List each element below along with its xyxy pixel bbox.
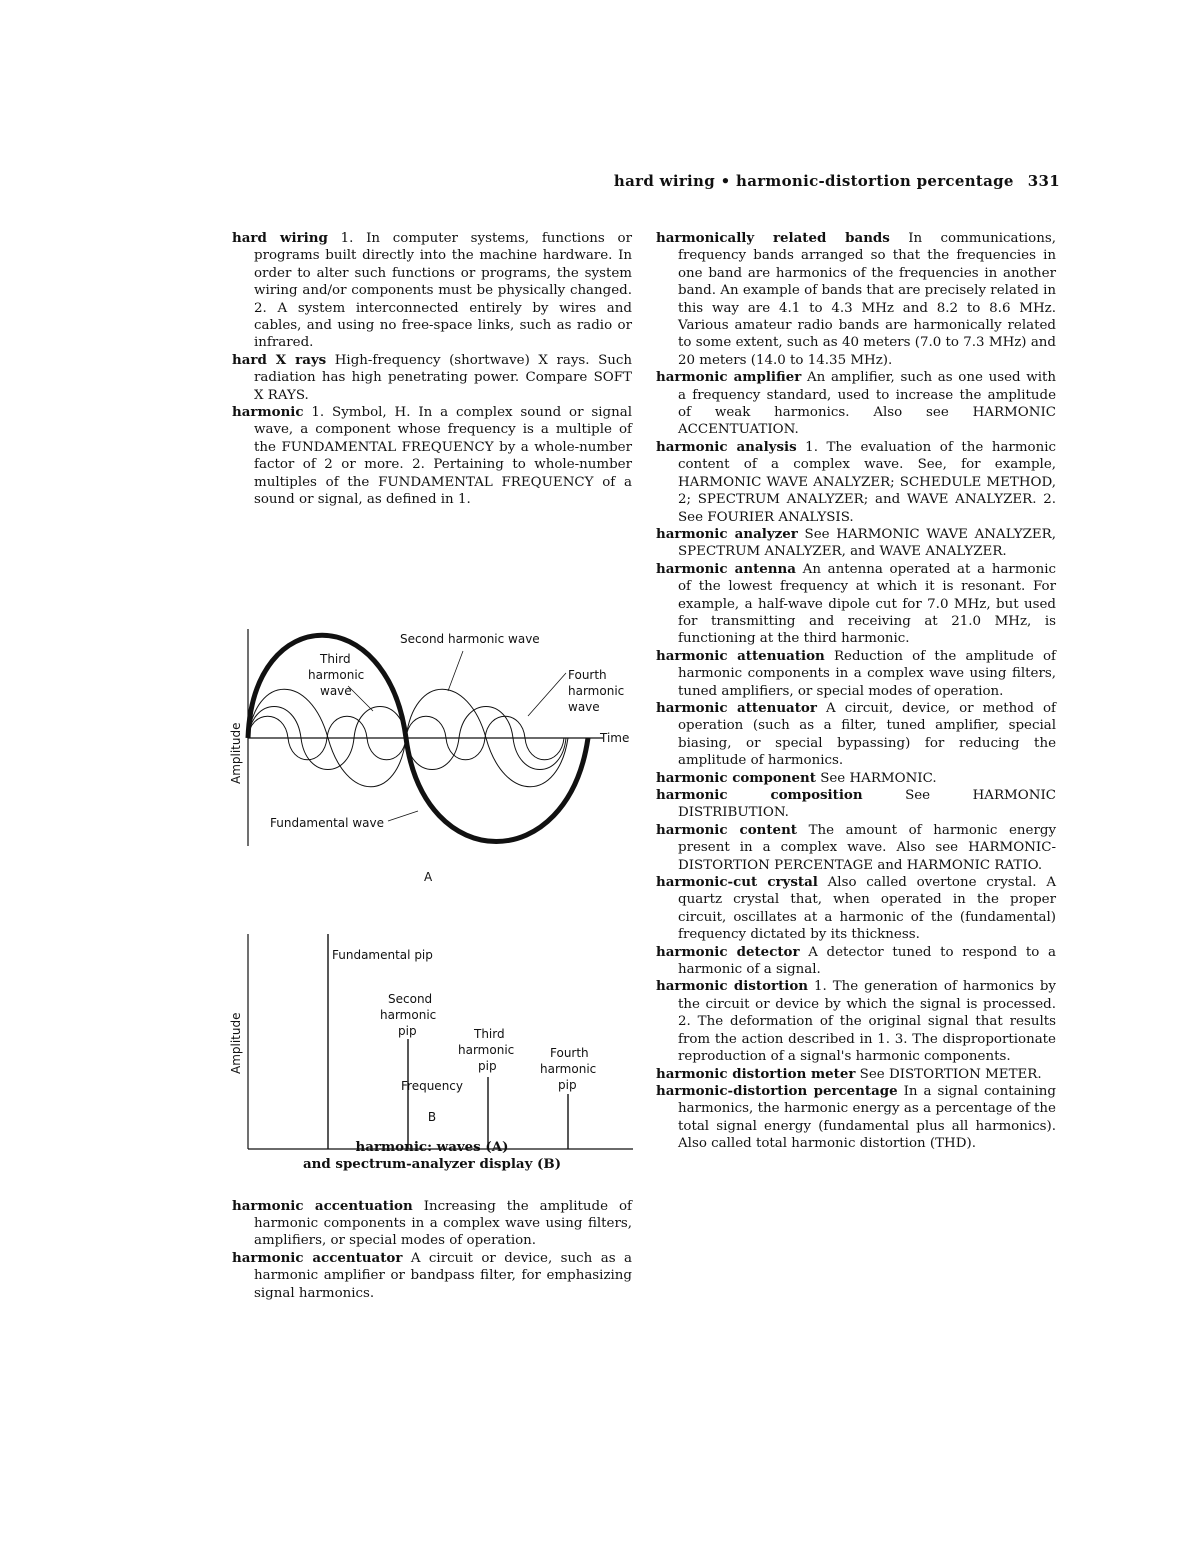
dictionary-entry: [656, 561, 1056, 648]
dictionary-entry: [232, 1250, 632, 1302]
entry-definition: An antenna operated at a harmonic of the lowest frequency at which it is resonant. For example, a half-wave dipole cut for 7.0 MHz, but used for transmitting and receiving at 21.0 MHz, is functioning at the third harmonic.: [678, 561, 1056, 647]
label-fourth-pip-2: harmonic: [540, 1061, 597, 1076]
entry-term: harmonic attenuation: [656, 647, 825, 664]
dictionary-entry: [656, 874, 1056, 944]
entry-term: harmonic composition: [656, 787, 863, 803]
label-second-pip-3: pip: [398, 1023, 417, 1038]
label-third-pip-3: pip: [478, 1058, 497, 1073]
dictionary-entry: [656, 822, 1056, 874]
entry-definition: 1. The generation of harmonics by the circuit or device by which the signal is processed. 2. The deformation of the original signal that results from the action described in 1. 3. The disproportionate reproduction of a signal's harmonic components.: [678, 979, 1056, 1065]
dictionary-entry: [232, 1198, 632, 1250]
caption-line-2: and spectrum-analyzer display (B): [302, 1156, 562, 1173]
label-third-harmonic-3: wave: [320, 683, 352, 698]
left-column: [229, 230, 632, 1092]
entry-definition: A circuit or device, such as a harmonic amplifier or bandpass filter, for emphasizing signal harmonics.: [254, 1250, 632, 1301]
right-column: [656, 230, 1056, 1153]
label-fourth-pip-1: Fourth: [550, 1045, 589, 1060]
left-entries-bottom: [232, 1198, 632, 1302]
entry-term: harmonic accentuator: [232, 1249, 403, 1266]
entry-definition: Also called overtone crystal. A quartz crystal that, when operated in the proper circuit, oscillates at a harmonic of the (fundamental) frequency dictated by its thickness.: [678, 875, 1056, 943]
entry-definition: In a signal containing harmonics, the harmonic energy as a percentage of the total signal energy (fundamental plus all harmonics). Also called total harmonic distortion (THD).: [678, 1083, 1056, 1152]
dictionary-entry: [656, 369, 1056, 439]
entry-term: harmonic amplifier: [656, 369, 802, 386]
label-fourth-harmonic-3: wave: [568, 699, 600, 714]
left-entries-top: [232, 230, 632, 509]
figure-b-bottom: [232, 1078, 632, 1302]
entry-term: hard wiring: [232, 230, 328, 246]
figure-caption: [232, 1139, 632, 1174]
entry-definition: Reduction of the amplitude of harmonic components in a complex wave using filters, tuned amplifiers, or special modes of operation.: [678, 648, 1056, 699]
entry-term: harmonic component: [656, 769, 816, 786]
dictionary-entry: [656, 1083, 1056, 1153]
label-second-pip-2: harmonic: [380, 1007, 437, 1022]
label-fundamental-wave: Fundamental wave: [270, 815, 384, 830]
entry-term: harmonic distortion meter: [656, 1065, 856, 1082]
entry-term: harmonic: [232, 404, 304, 421]
entry-definition: 1. Symbol, H. In a complex sound or signal wave, a component whose frequency is a multiple of the FUNDAMENTAL FREQUENCY by a whole-number factor of 2 or more. 2. Pertaining to whole-number multiples of the FUNDAMENTAL FREQUENCY of a sound or signal, as defined in 1.: [254, 405, 632, 508]
dictionary-entry: [232, 352, 632, 404]
entry-definition: See HARMONIC DISTRIBUTION.: [678, 788, 1056, 821]
entry-definition: 1. The evaluation of the harmonic content of a complex wave. See, for example, HARMONIC WAVE ANALYZER; SCHEDULE METHOD, 2; SPECTRUM ANALYZER; and WAVE ANALYZER. 2. See FOURIER ANALYSIS.: [678, 439, 1056, 525]
entry-definition: In communications, frequency bands arranged so that the frequencies in one band are harmonics of the frequencies in another band. An example of bands that are precisely related in this way are 4.1 to 4.3 MHz and 8.2 to 8.6 MHz. Various amateur radio bands are harmonically related to some extent, such as 40 meters (7.0 to 7.3 MHz) and 20 meters (14.0 to 14.35 MHz).: [678, 231, 1056, 368]
running-header: [600, 172, 1060, 190]
label-fundamental-pip: Fundamental pip: [332, 947, 433, 962]
entry-term: harmonic analyzer: [656, 525, 798, 542]
entry-definition: See DISTORTION METER.: [855, 1066, 1042, 1082]
label-fourth-pip-3: pip: [558, 1077, 577, 1092]
label-third-harmonic-2: harmonic: [308, 667, 365, 682]
entry-term: harmonic distortion: [656, 978, 809, 995]
entry-definition: The amount of harmonic energy present in a complex wave. Also see HARMONIC-DISTORTION PERCENTAGE and HARMONIC RATIO.: [678, 822, 1057, 873]
caption-line-1: harmonic: waves (A): [355, 1138, 509, 1155]
label-third-pip-2: harmonic: [458, 1042, 515, 1057]
b-y-label: Amplitude: [229, 1012, 243, 1074]
entry-term: harmonic content: [656, 821, 797, 838]
label-fourth-harmonic-2: harmonic: [568, 683, 625, 698]
label-time: Time: [600, 730, 630, 745]
dictionary-entry: [656, 787, 1056, 822]
label-fourth-harmonic-1: Fourth: [568, 667, 607, 682]
dictionary-entry: [656, 648, 1056, 700]
a-y-label: Amplitude: [229, 722, 243, 784]
entry-term: harmonic detector: [656, 943, 800, 960]
dictionary-entry: [656, 230, 1056, 369]
dictionary-entry: [656, 1066, 1056, 1083]
entry-term: harmonic attenuator: [656, 699, 817, 716]
entry-definition: High-frequency (shortwave) X rays. Such radiation has high penetrating power. Compare SOFT X RAYS.: [254, 352, 632, 403]
entry-term: harmonic analysis: [656, 438, 797, 455]
panel-letter-b: B: [427, 1110, 437, 1125]
entry-term: harmonically related bands: [656, 230, 890, 246]
panel-letter-a: A: [424, 869, 433, 884]
entry-definition: See HARMONIC WAVE ANALYZER, SPECTRUM ANALYZER, and WAVE ANALYZER.: [678, 526, 1056, 560]
entry-definition: A detector tuned to respond to a harmonic of a signal.: [678, 944, 1056, 978]
label-second-harmonic: Second harmonic wave: [400, 631, 540, 646]
entry-definition: See HARMONIC.: [815, 770, 937, 786]
entry-definition: A circuit, device, or method of operation (such as a filter, tuned amplifier, special biasing, or special bypassing) for reducing the amplitude of harmonics.: [678, 700, 1056, 769]
label-third-pip-1: Third: [474, 1026, 505, 1041]
b-x-label: Frequency: [401, 1079, 463, 1093]
header-title: hard wiring • harmonic-distortion percentage: [613, 172, 1014, 190]
dictionary-entry: [656, 770, 1056, 787]
right-entries: [656, 230, 1056, 1153]
entry-term: harmonic accentuation: [232, 1197, 413, 1214]
dictionary-entry: [656, 526, 1056, 561]
entry-definition: Increasing the amplitude of harmonic components in a complex wave using filters, amplifiers, or special modes of operation.: [254, 1198, 632, 1249]
entry-definition: An amplifier, such as one used with a frequency standard, used to increase the amplitude of weak harmonics. Also see HARMONIC ACCENTUATION.: [678, 370, 1056, 438]
entry-term: hard X rays: [232, 351, 327, 368]
dictionary-entry: [656, 700, 1056, 770]
dictionary-entry: [656, 978, 1056, 1065]
label-second-pip-1: Second: [388, 991, 433, 1006]
entry-term: harmonic antenna: [656, 560, 796, 577]
dictionary-entry: [232, 230, 632, 352]
dictionary-entry: [656, 439, 1056, 526]
dictionary-entry: [232, 404, 632, 508]
entry-definition: 1. In computer systems, functions or programs built directly into the machine hardware. In order to alter such functions or programs, the system wiring and/or components must be physically changed. 2. A system interconnected entirely by wires and cables, and using no free-space links, such as radio or infrared.: [254, 231, 632, 351]
entry-term: harmonic-cut crystal: [656, 874, 818, 891]
label-third-harmonic-1: Third: [320, 651, 351, 666]
page-number: 331: [1027, 172, 1060, 190]
entry-term: harmonic-distortion percentage: [656, 1082, 898, 1099]
dictionary-entry: [656, 944, 1056, 979]
